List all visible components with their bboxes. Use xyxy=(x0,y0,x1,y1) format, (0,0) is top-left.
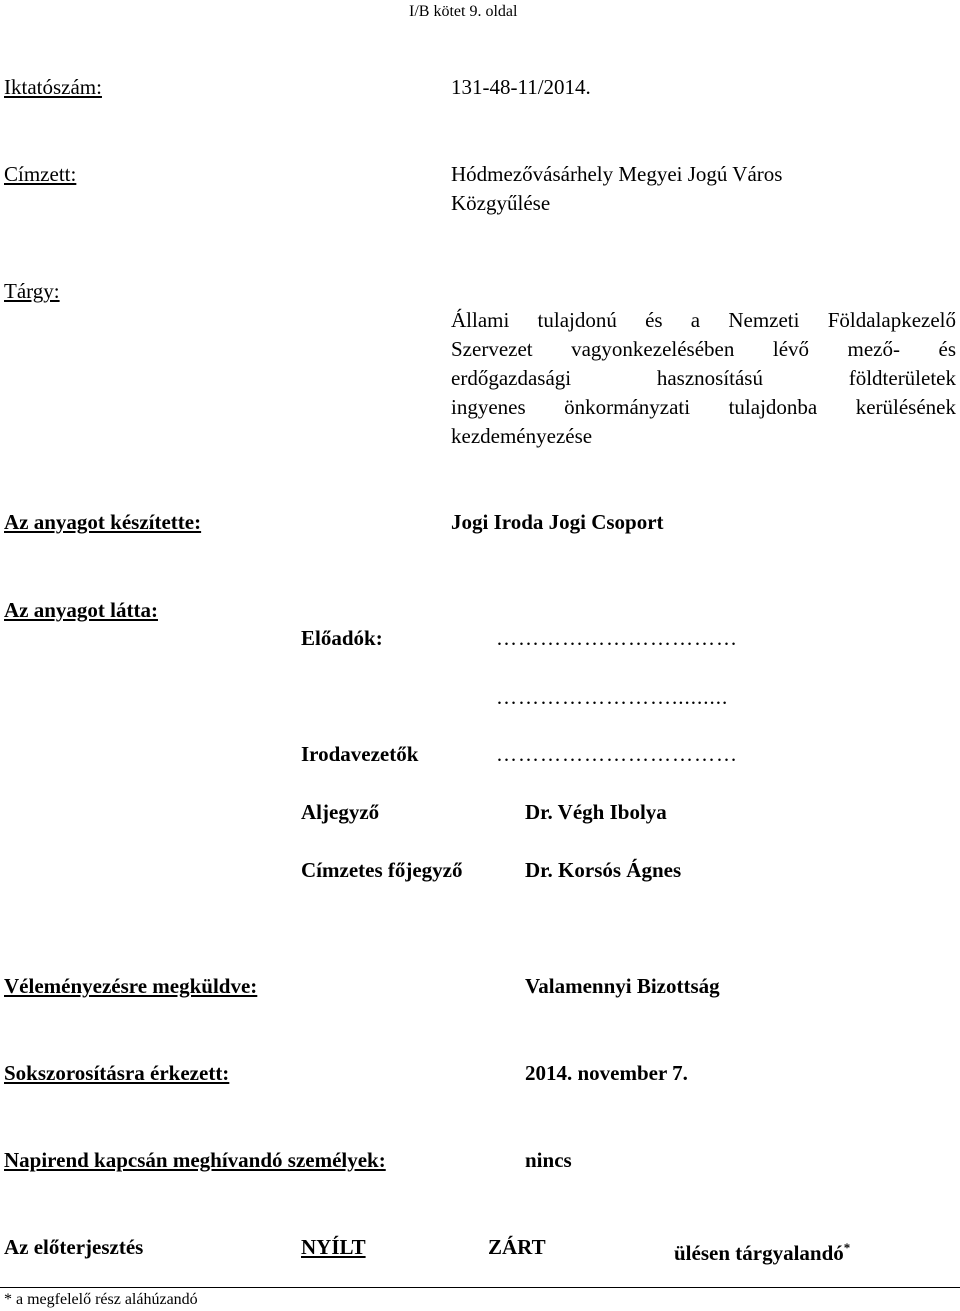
targy-line-1: Állami tulajdonú és a Nemzeti Földalapkezelő xyxy=(451,308,956,332)
eloterjesztes-prefix: Az előterjesztés xyxy=(4,1235,144,1259)
footnote-rule xyxy=(0,1287,960,1288)
cimzett-line-1: Hódmezővásárhely Megyei Jogú Város xyxy=(451,162,783,186)
velemenyezesre-value: Valamennyi Bizottság xyxy=(525,974,720,998)
option-zart: ZÁRT xyxy=(488,1235,546,1259)
option-nyilt: NYÍLT xyxy=(301,1235,366,1259)
targy-line-4: ingyenes önkormányzati tulajdonba kerülésének xyxy=(451,395,956,419)
targy-line-5: kezdeményezése xyxy=(451,424,593,448)
sokszorositasra-value: 2014. november 7. xyxy=(525,1061,688,1085)
eloadok-label: Előadók: xyxy=(301,626,383,650)
targy-label: Tárgy: xyxy=(4,279,60,303)
eloterjesztes-suffix xyxy=(674,1233,850,1268)
targy-line-3: erdőgazdasági hasznosítású földterületek xyxy=(451,366,956,390)
napirend-label: Napirend kapcsán meghívandó személyek: xyxy=(4,1148,386,1172)
napirend-value: nincs xyxy=(525,1148,572,1172)
footnote-marker: * xyxy=(843,1240,851,1255)
fojegyzo-label: Címzetes főjegyző xyxy=(301,858,463,882)
targy-line-2: Szervezet vagyonkezelésében lévő mező- és xyxy=(451,337,956,361)
iktatoszam-label: Iktatószám: xyxy=(4,75,102,99)
cimzett-label: Címzett: xyxy=(4,162,77,186)
irodavezetok-label: Irodavezetők xyxy=(301,742,419,766)
velemenyezesre-label: Véleményezésre megküldve: xyxy=(4,974,258,998)
keszitette-label: Az anyagot készítette: xyxy=(4,510,202,534)
sokszorositasra-label: Sokszorosításra érkezett: xyxy=(4,1061,230,1085)
eloadok-dots-2: ……………………......... xyxy=(496,685,729,709)
aljegyzo-label: Aljegyző xyxy=(301,800,380,824)
latta-label: Az anyagot látta: xyxy=(4,598,158,622)
eloadok-dots-1: …………………………… xyxy=(496,626,738,650)
keszitette-value: Jogi Iroda Jogi Csoport xyxy=(451,510,664,534)
eloterjesztes-suffix-text: ülésen tárgyalandó xyxy=(674,1241,844,1265)
page-label: I/B kötet 9. oldal xyxy=(409,3,518,20)
irodavezetok-dots: …………………………… xyxy=(496,742,738,766)
aljegyzo-value: Dr. Végh Ibolya xyxy=(525,800,667,824)
cimzett-line-2: Közgyűlése xyxy=(451,191,551,215)
footnote-text: * a megfelelő rész aláhúzandó xyxy=(4,1291,198,1308)
iktatoszam-value: 131-48-11/2014. xyxy=(451,75,591,99)
fojegyzo-value: Dr. Korsós Ágnes xyxy=(525,858,682,882)
